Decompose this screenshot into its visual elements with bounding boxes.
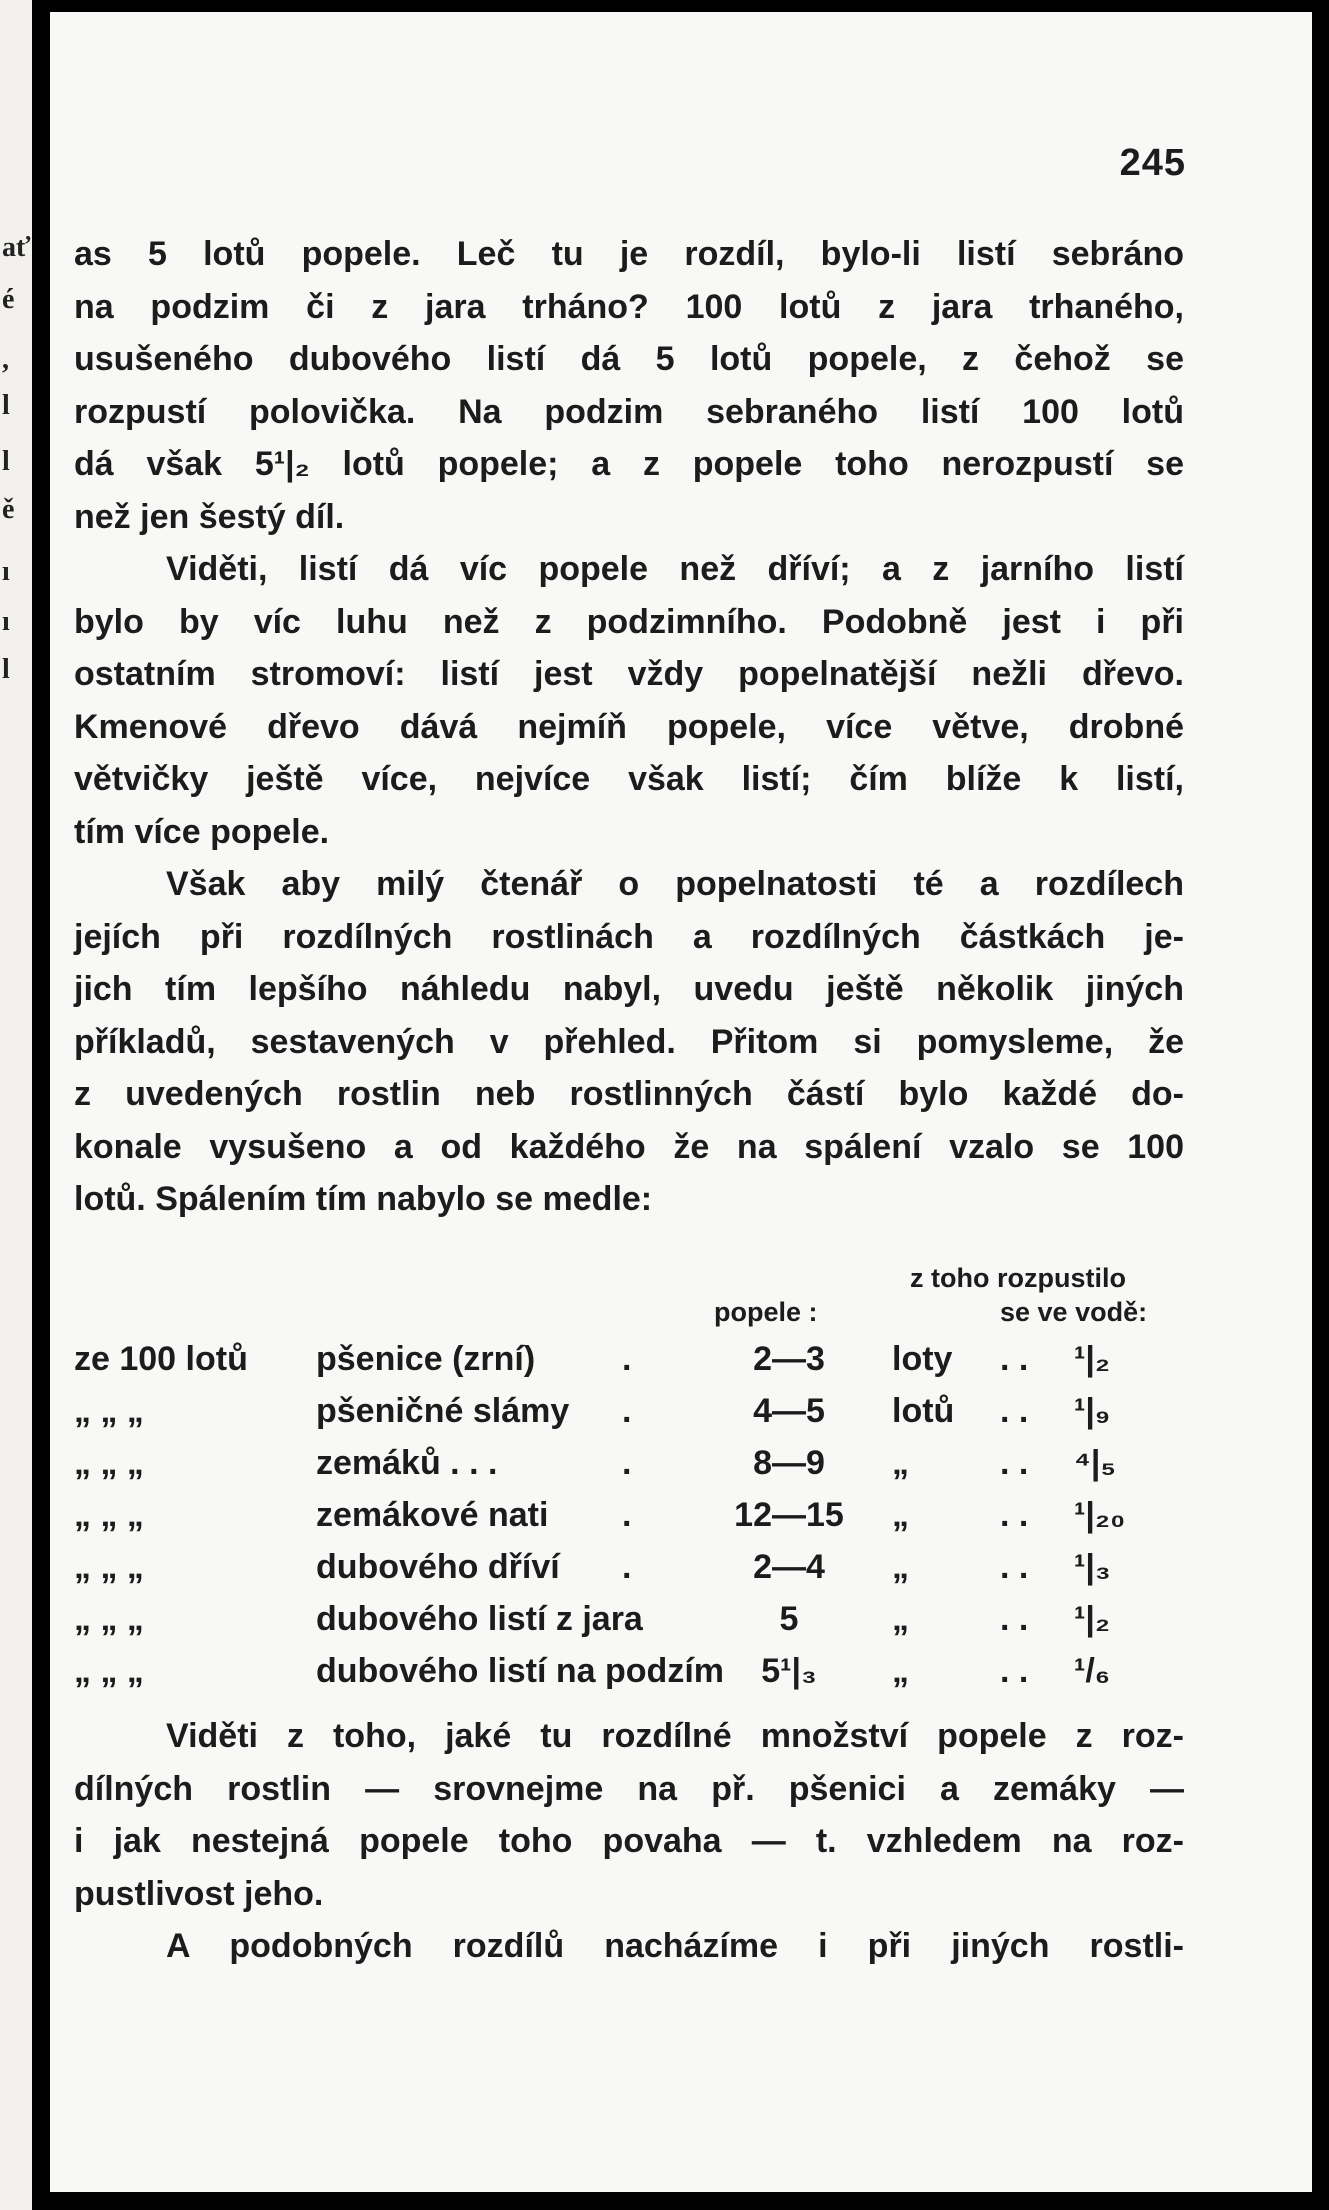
body-text-bottom: [74, 1710, 1184, 1973]
row-soluble: ¹|₉: [1074, 1392, 1111, 1430]
row-leader: . .: [1000, 1600, 1029, 1638]
row-soluble: ¹|₃: [1074, 1548, 1111, 1586]
table-row: [74, 1652, 1204, 1704]
table-row: [74, 1600, 1204, 1652]
adjacent-page-margin: [0, 0, 32, 2210]
text-line: Však aby milý čtenář o popelnatosti té a rozdílech: [166, 865, 1184, 903]
row-leader: .: [622, 1444, 632, 1482]
table-row: [74, 1392, 1204, 1444]
row-prefix: „ „ „: [74, 1652, 144, 1690]
row-leader: .: [622, 1392, 632, 1430]
text-line: větvičky ještě více, nejvíce však listí; čím blíže k listí,: [74, 760, 1184, 798]
row-plant: zemáků . . .: [316, 1444, 498, 1482]
row-prefix: „ „ „: [74, 1496, 144, 1534]
paragraph-4: [74, 1710, 1184, 1920]
row-amount: 5: [779, 1600, 799, 1638]
text-line: konale vysušeno a od každého že na spálení vzalo se 100: [74, 1127, 1184, 1166]
text-line: as 5 lotů popele. Leč tu je rozdíl, bylo-li listí sebráno: [74, 235, 1184, 273]
paragraph-3: [74, 858, 1184, 1226]
row-amount: 5¹|₃: [761, 1652, 817, 1690]
paragraph-5: [74, 1920, 1184, 1973]
row-leader: .: [622, 1496, 632, 1534]
text-line: rozpustí polovička. Na podzim sebraného listí 100 lotů: [74, 392, 1184, 431]
margin-fragment: l: [2, 446, 10, 477]
ash-table: [74, 1240, 1204, 1700]
text-line: dá však 5¹|₂ lotů popele; a z popele toho nerozpustí se: [74, 445, 1184, 483]
row-soluble: ¹|₂: [1074, 1600, 1110, 1638]
row-amount: 2—4: [753, 1548, 825, 1586]
text-line: Viděti, listí dá víc popele než dříví; a z jarního listí: [166, 550, 1184, 588]
row-amount: 8—9: [753, 1444, 825, 1482]
text-line: Viděti z toho, jaké tu rozdílné množství popele z roz-: [166, 1717, 1184, 1755]
page-number: 245: [1119, 142, 1186, 184]
margin-fragment: ı: [2, 606, 10, 637]
row-prefix: „ „ „: [74, 1600, 144, 1638]
row-prefix: „ „ „: [74, 1444, 144, 1482]
text-line: příkladů, sestavených v přehled. Přitom si pomysleme, že: [74, 1022, 1184, 1061]
table-header-soluble-2: se ve vodě:: [1000, 1297, 1148, 1327]
text-line: jejích při rozdílných rostlinách a rozdílných částkách je-: [74, 917, 1184, 956]
row-unit: „: [892, 1496, 909, 1534]
margin-fragment: ě: [2, 494, 15, 525]
body-text-top: [74, 228, 1184, 1226]
text-line: pustlivost jeho.: [74, 1874, 324, 1913]
row-plant: pšeničné slámy: [316, 1392, 570, 1430]
row-soluble: ¹/₆: [1074, 1652, 1111, 1690]
row-unit: „: [892, 1600, 909, 1638]
text-line: tím více popele.: [74, 812, 330, 851]
table-row: [74, 1496, 1204, 1548]
row-plant: pšenice (zrní): [316, 1340, 536, 1378]
margin-fragment: ať: [2, 232, 31, 263]
text-line: dílných rostlin — srovnejme na př. pšenici a zemáky —: [74, 1769, 1184, 1808]
row-leader: .: [622, 1548, 632, 1586]
row-amount: 12—15: [734, 1496, 844, 1534]
text-line: lotů. Spálením tím nabylo se medle:: [74, 1180, 653, 1218]
row-amount: 4—5: [753, 1392, 825, 1430]
row-unit: lotů: [892, 1392, 955, 1430]
row-prefix: „ „ „: [74, 1392, 144, 1430]
text-line: na podzim či z jara trháno? 100 lotů z jara trhaného,: [74, 287, 1184, 326]
text-line: usušeného dubového listí dá 5 lotů popele, z čehož se: [74, 340, 1184, 378]
margin-fragment: l: [2, 654, 10, 685]
row-leader: .: [622, 1340, 632, 1378]
paragraph-2: [74, 543, 1184, 858]
margin-fragment: ,: [2, 344, 9, 375]
row-leader: . .: [1000, 1444, 1029, 1482]
table-row: [74, 1444, 1204, 1496]
row-leader: . .: [1000, 1392, 1029, 1430]
row-soluble: ¹|₂: [1074, 1340, 1110, 1378]
row-unit: loty: [892, 1340, 953, 1378]
margin-fragment: l: [2, 390, 10, 421]
row-leader: . .: [1000, 1340, 1029, 1378]
row-plant: zemákové nati: [316, 1496, 549, 1534]
text-line: jich tím lepšího náhledu nabyl, uvedu ještě několik jiných: [74, 970, 1184, 1008]
text-line: A podobných rozdílů nacházíme i při jiných rostli-: [166, 1927, 1184, 1965]
row-leader: . .: [1000, 1652, 1029, 1690]
row-soluble: ¹|₂₀: [1074, 1496, 1126, 1534]
row-plant: dubového listí z jara: [316, 1600, 643, 1638]
row-prefix: „ „ „: [74, 1548, 144, 1586]
text-line: bylo by víc luhu než z podzimního. Podobně jest i při: [74, 602, 1184, 641]
row-unit: „: [892, 1444, 909, 1482]
margin-fragment: ı: [2, 556, 10, 587]
text-line: ostatním stromoví: listí jest vždy popelnatější nežli dřevo.: [74, 655, 1184, 693]
table-row: [74, 1548, 1204, 1600]
row-plant: dubového dříví: [316, 1548, 560, 1586]
table-row: [74, 1340, 1204, 1392]
row-plant: dubového listí na podzím: [316, 1652, 724, 1690]
book-page: [50, 12, 1312, 2192]
row-leader: . .: [1000, 1548, 1029, 1586]
text-line: Kmenové dřevo dává nejmíň popele, více větve, drobné: [74, 707, 1184, 746]
text-line: z uvedených rostlin neb rostlinných částí bylo každé do-: [74, 1075, 1184, 1113]
text-line: i jak nestejná popele toho povaha — t. vzhledem na roz-: [74, 1822, 1184, 1860]
paragraph-1: [74, 228, 1184, 543]
text-line: než jen šestý díl.: [74, 497, 345, 536]
table-header-ash: popele :: [714, 1297, 818, 1327]
row-leader: . .: [1000, 1496, 1029, 1534]
margin-fragment: é: [2, 284, 15, 315]
row-amount: 2—3: [753, 1340, 825, 1378]
row-prefix: ze 100 lotů: [74, 1340, 248, 1378]
table-header-soluble-1: z toho rozpustilo: [910, 1263, 1126, 1293]
row-unit: „: [892, 1652, 909, 1690]
row-unit: „: [892, 1548, 909, 1586]
row-soluble: ⁴|₅: [1074, 1444, 1116, 1482]
